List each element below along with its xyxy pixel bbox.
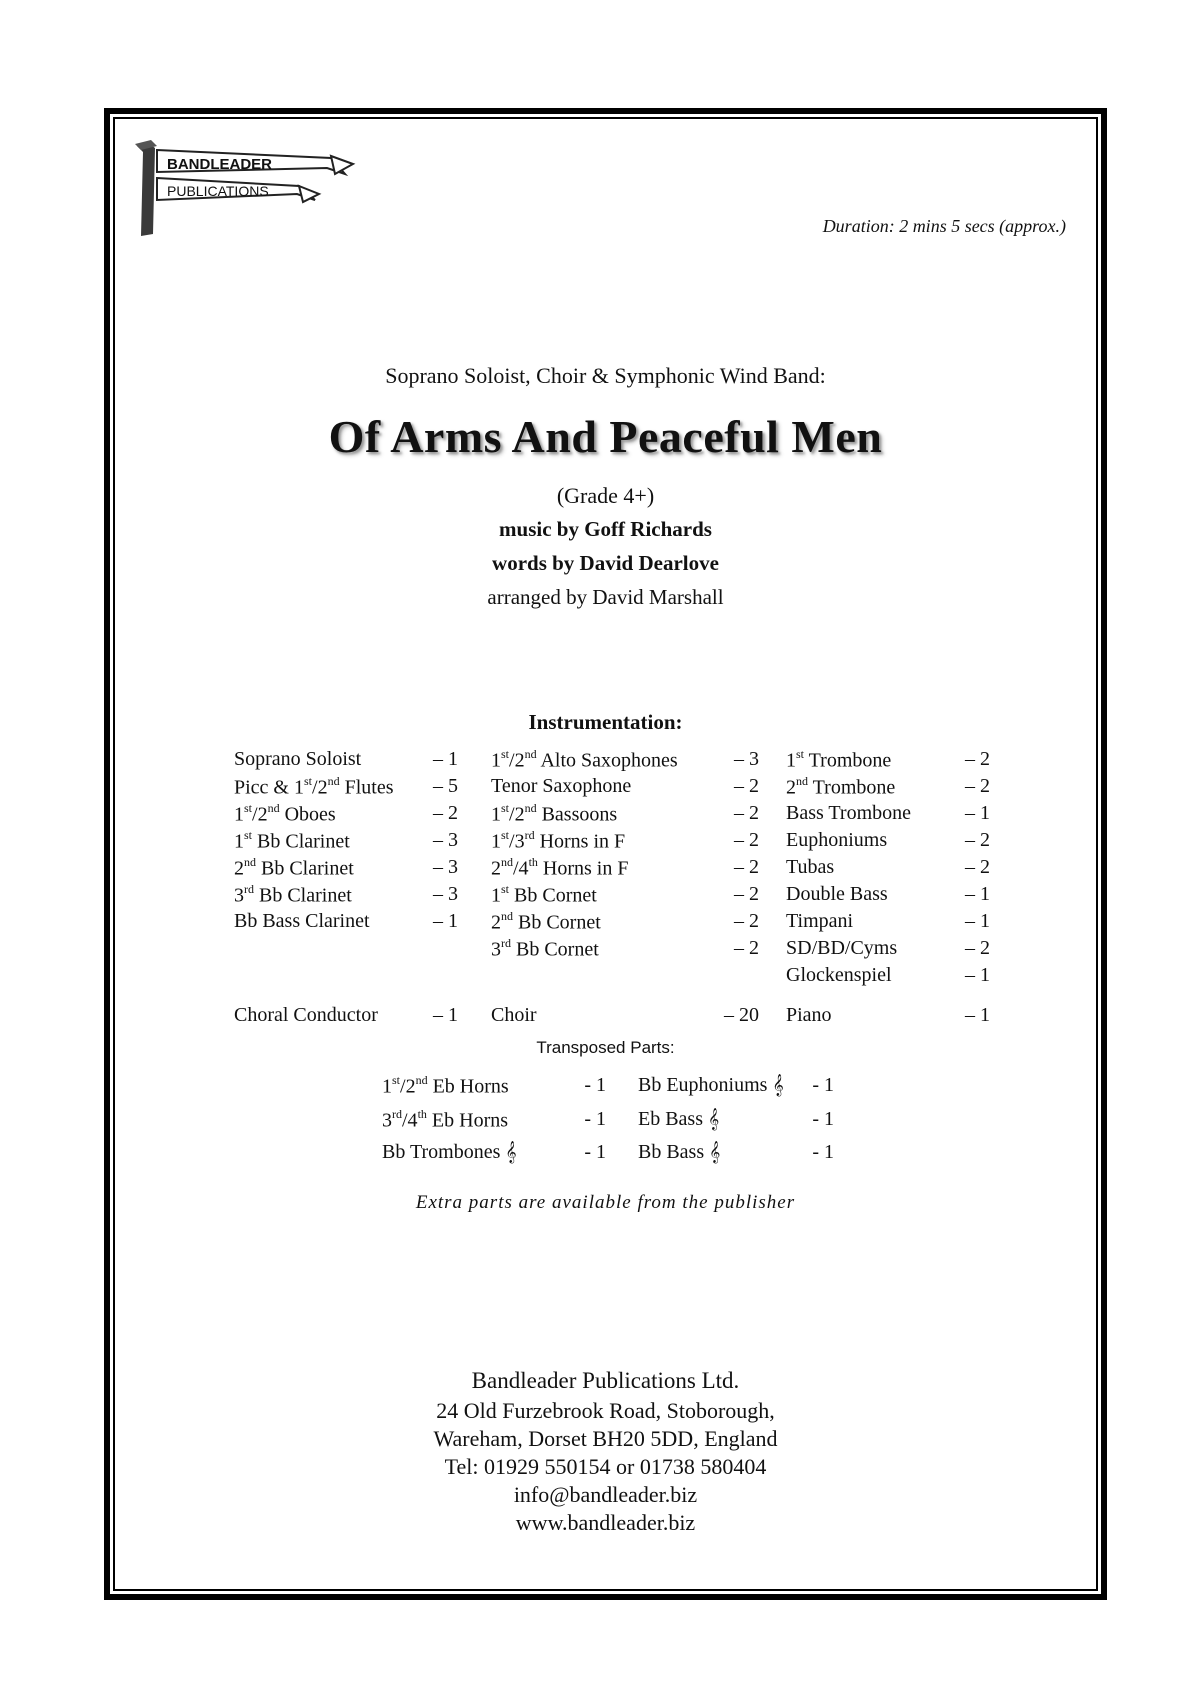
part-count: - 1: [812, 1074, 834, 1096]
instrument-name: [786, 829, 887, 852]
instrument-name-part: Horns in F: [534, 830, 626, 853]
instrument-name-part: st: [501, 747, 510, 761]
transposed-part: [382, 1141, 606, 1169]
instrument-row: [234, 748, 458, 775]
svg-text:PUBLICATIONS: PUBLICATIONS: [167, 183, 269, 199]
grade: (Grade 4+): [556, 483, 655, 508]
instrument-name-part: Oboes: [279, 803, 336, 826]
instrument-name: [786, 775, 895, 800]
treble-clef-icon: 𝄞: [505, 1141, 517, 1163]
instrument-name-part: Horns in F: [537, 857, 629, 880]
instrument-name-part: 1: [234, 830, 244, 853]
instrument-name-part: 3: [491, 938, 501, 961]
instrument-name-part: Soprano Soloist: [234, 748, 362, 770]
part-count: – 2: [734, 883, 759, 905]
instrument-name: [234, 748, 361, 771]
instrument-row: [234, 910, 458, 937]
instrument-name-part: Timpani: [786, 910, 854, 932]
instrument-name-part: 1: [491, 749, 501, 772]
transposed-part: [382, 1074, 606, 1102]
instrument-name-part: Tenor Saxophone: [491, 775, 632, 797]
part-count: – 1: [965, 883, 990, 905]
duration: Duration: 2 mins 5 secs (approx.): [822, 216, 1066, 236]
instrument-name-part: nd: [327, 774, 340, 788]
instrument-name-part: Choir: [491, 1004, 537, 1026]
instrument-name-part: st: [501, 882, 510, 896]
part-count: – 20: [724, 1004, 759, 1026]
instrument-name-part: st: [796, 747, 805, 761]
instrument-name-part: /2: [509, 803, 525, 826]
part-count: – 1: [433, 1004, 458, 1026]
instrument-name: [491, 829, 625, 854]
instrument-name-part: th: [528, 855, 538, 869]
instrument-name-part: Bb Bass: [638, 1141, 705, 1163]
extra-parts-note: Extra parts are available from the publisher: [415, 1192, 796, 1213]
treble-clef-icon: 𝄞: [772, 1074, 784, 1096]
instrument-name: [638, 1108, 719, 1131]
instrument-row: [491, 775, 759, 802]
instrument-name-part: /4: [513, 857, 529, 880]
part-count: – 2: [734, 829, 759, 851]
instrument-name-part: th: [417, 1107, 427, 1121]
instrument-name: [234, 910, 370, 933]
arranger-credit: arranged by David Marshall: [487, 585, 724, 609]
instrument-name: [234, 802, 336, 827]
instrument-name: [786, 910, 853, 933]
instrument-name-part: st: [501, 801, 510, 815]
part-count: - 1: [584, 1074, 606, 1096]
transposed-part: [638, 1108, 834, 1136]
instrument-name-part: nd: [524, 801, 537, 815]
instrument-name-part: Piano: [786, 1004, 832, 1026]
conductor-row-item: [786, 1004, 990, 1030]
instrument-row: [786, 856, 990, 883]
instrument-name-part: 1: [491, 830, 501, 853]
instrument-name-part: nd: [244, 855, 256, 869]
instrument-column-2: [491, 748, 759, 964]
instrument-name: [786, 802, 911, 825]
instrument-name: [234, 1004, 378, 1027]
instrument-name: [491, 802, 617, 827]
instrument-name-part: rd: [392, 1107, 402, 1121]
instrument-row: [491, 883, 759, 910]
instrument-name: [382, 1074, 509, 1099]
instrument-row: [491, 802, 759, 829]
instrument-row: [786, 775, 990, 802]
bandleader-logo: [131, 138, 361, 238]
instrument-row: [786, 964, 990, 991]
instrument-name-part: Bb Clarinet: [252, 830, 350, 853]
instrument-name-part: 2: [234, 857, 244, 880]
instrument-name-part: Bb Euphoniums: [638, 1074, 768, 1096]
instrument-name: [234, 829, 350, 854]
instrument-name: [234, 883, 352, 908]
publisher-email[interactable]: info@bandleader.biz: [513, 1482, 698, 1507]
instrument-name-part: 3: [234, 884, 244, 907]
publisher-address-1: 24 Old Furzebrook Road, Stoborough,: [436, 1398, 775, 1423]
instrument-name-part: /3: [509, 830, 525, 853]
instrumentation-heading: Instrumentation:: [528, 710, 683, 734]
treble-clef-icon: 𝄞: [709, 1141, 721, 1163]
transposed-part: [638, 1074, 834, 1102]
instrument-row: [491, 910, 759, 937]
instrument-name-part: Bb Bass Clarinet: [234, 910, 370, 932]
instrument-name-part: Bb Trombones: [382, 1141, 501, 1163]
instrument-row: [234, 775, 458, 802]
instrument-name-part: nd: [524, 747, 537, 761]
instrument-name: [638, 1074, 784, 1097]
transposed-part: [638, 1141, 834, 1169]
instrument-name-part: Glockenspiel: [786, 964, 892, 986]
part-count: - 1: [812, 1141, 834, 1163]
part-count: – 2: [965, 856, 990, 878]
instrument-name-part: Bassoons: [536, 803, 618, 826]
instrument-name-part: 2: [786, 776, 796, 799]
instrument-name: [491, 910, 601, 935]
instrument-name-part: rd: [501, 936, 511, 950]
instrument-name-part: Bb Cornet: [513, 911, 601, 934]
instrument-name-part: Double Bass: [786, 883, 888, 905]
part-count: – 3: [433, 856, 458, 878]
instrument-name-part: Eb Bass: [638, 1108, 703, 1130]
instrument-row: [234, 829, 458, 856]
transposed-parts-heading: Transposed Parts:: [536, 1038, 675, 1057]
instrument-name-part: Bb Cornet: [509, 884, 597, 907]
instrument-name: [491, 748, 678, 773]
instrument-name: [491, 775, 631, 798]
conductor-row-item: [491, 1004, 759, 1030]
instrument-row: [234, 856, 458, 883]
instrument-name-part: 1: [491, 803, 501, 826]
instrument-name-part: Bb Clarinet: [254, 884, 352, 907]
instrument-name: [382, 1108, 508, 1133]
part-count: – 2: [734, 775, 759, 797]
instrument-name: [234, 775, 393, 800]
subtitle: Soprano Soloist, Choir & Symphonic Wind Band:: [385, 363, 826, 388]
instrument-name-part: Bass Trombone: [786, 802, 912, 824]
instrument-name-part: /4: [402, 1109, 418, 1132]
instrument-name-part: Bb Clarinet: [256, 857, 354, 880]
part-count: – 1: [965, 802, 990, 824]
instrument-row: [786, 937, 990, 964]
conductor-row-item: [234, 1004, 458, 1030]
instrument-name-part: /2: [400, 1075, 416, 1098]
part-count: – 2: [965, 937, 990, 959]
instrument-name-part: Trombone: [804, 749, 892, 772]
part-count: – 1: [965, 910, 990, 932]
instrument-name-part: nd: [267, 801, 280, 815]
part-count: – 2: [965, 829, 990, 851]
instrument-row: [234, 883, 458, 910]
instrument-name: [491, 883, 597, 908]
instrument-row: [786, 829, 990, 856]
instrument-name-part: 1: [234, 803, 244, 826]
part-count: - 1: [812, 1108, 834, 1130]
part-count: – 3: [734, 748, 759, 770]
page-title: Of Arms And Peaceful Men: [328, 411, 883, 462]
publisher-address-2: Wareham, Dorset BH20 5DD, England: [433, 1426, 778, 1451]
instrument-name-part: rd: [244, 882, 254, 896]
instrument-name-part: Eb Horns: [427, 1075, 509, 1098]
instrument-name-part: 2: [491, 857, 501, 880]
instrument-name-part: Tubas: [786, 856, 835, 878]
part-count: – 2: [965, 748, 990, 770]
instrument-name: [786, 856, 834, 879]
part-count: – 2: [734, 856, 759, 878]
music-credit: music by Goff Richards: [499, 517, 712, 541]
part-count: – 1: [433, 748, 458, 770]
instrument-name: [491, 1004, 537, 1027]
instrument-name-part: st: [501, 828, 510, 842]
instrument-name-part: nd: [796, 774, 808, 788]
instrument-name-part: nd: [501, 909, 513, 923]
instrument-name-part: /2: [312, 776, 328, 799]
part-count: – 3: [433, 829, 458, 851]
instrument-name-part: Eb Horns: [426, 1109, 509, 1132]
part-count: - 1: [584, 1108, 606, 1130]
publisher-phone: Tel: 01929 550154 or 01738 580404: [444, 1454, 767, 1479]
instrument-name-part: 1: [382, 1075, 392, 1098]
instrument-row: [491, 937, 759, 964]
instrument-name: [786, 1004, 832, 1027]
instrument-row: [491, 829, 759, 856]
instrument-name-part: /2: [252, 803, 268, 826]
instrument-name-part: 1: [491, 884, 501, 907]
instrument-name-part: Choral Conductor: [234, 1004, 378, 1026]
instrument-column-3: [786, 748, 990, 991]
instrument-name: [234, 856, 354, 881]
instrument-name-part: /2: [509, 749, 525, 772]
instrument-name-part: st: [304, 774, 313, 788]
publisher-name: Bandleader Publications Ltd.: [471, 1368, 740, 1393]
instrument-name-part: 2: [491, 911, 501, 934]
instrument-row: [234, 802, 458, 829]
instrument-name-part: nd: [415, 1073, 428, 1087]
instrument-name-part: Bb Cornet: [511, 938, 599, 961]
part-count: – 2: [965, 775, 990, 797]
instrument-name: [786, 937, 897, 960]
instrument-name-part: st: [392, 1073, 401, 1087]
instrument-name: [382, 1141, 517, 1164]
instrument-name: [491, 856, 628, 881]
words-credit: words by David Dearlove: [492, 551, 719, 575]
part-count: – 5: [433, 775, 458, 797]
instrument-name-part: Flutes: [339, 776, 394, 799]
instrument-name-part: Picc & 1: [234, 776, 304, 799]
part-count: – 2: [734, 802, 759, 824]
transposed-part: [382, 1108, 606, 1136]
instrument-name: [638, 1141, 720, 1164]
instrument-name-part: SD/BD/Cyms: [786, 937, 898, 959]
instrument-name: [786, 964, 892, 987]
instrument-name: [786, 883, 888, 906]
instrument-name: [786, 748, 891, 773]
instrument-name-part: st: [244, 801, 253, 815]
instrument-row: [786, 910, 990, 937]
instrument-name-part: 3: [382, 1109, 392, 1132]
instrument-row: [491, 748, 759, 775]
instrument-name-part: rd: [524, 828, 535, 842]
instrument-name-part: Trombone: [808, 776, 896, 799]
treble-clef-icon: 𝄞: [708, 1108, 720, 1130]
part-count: – 3: [433, 883, 458, 905]
part-count: – 2: [433, 802, 458, 824]
instrument-name-part: 1: [786, 749, 796, 772]
part-count: – 1: [965, 964, 990, 986]
instrument-name-part: nd: [501, 855, 513, 869]
publisher-website[interactable]: www.bandleader.biz: [515, 1510, 696, 1535]
svg-text:BANDLEADER: BANDLEADER: [167, 156, 272, 173]
part-count: - 1: [584, 1141, 606, 1163]
instrument-name-part: Alto Saxophones: [536, 749, 678, 772]
instrument-name-part: Euphoniums: [786, 829, 888, 851]
instrument-name: [491, 937, 599, 962]
part-count: – 1: [433, 910, 458, 932]
part-count: – 1: [965, 1004, 990, 1026]
instrument-name-part: st: [244, 828, 253, 842]
instrument-column-1: [234, 748, 458, 937]
instrument-row: [491, 856, 759, 883]
part-count: – 2: [734, 937, 759, 959]
instrument-row: [786, 883, 990, 910]
part-count: – 2: [734, 910, 759, 932]
instrument-row: [786, 748, 990, 775]
instrument-row: [786, 802, 990, 829]
